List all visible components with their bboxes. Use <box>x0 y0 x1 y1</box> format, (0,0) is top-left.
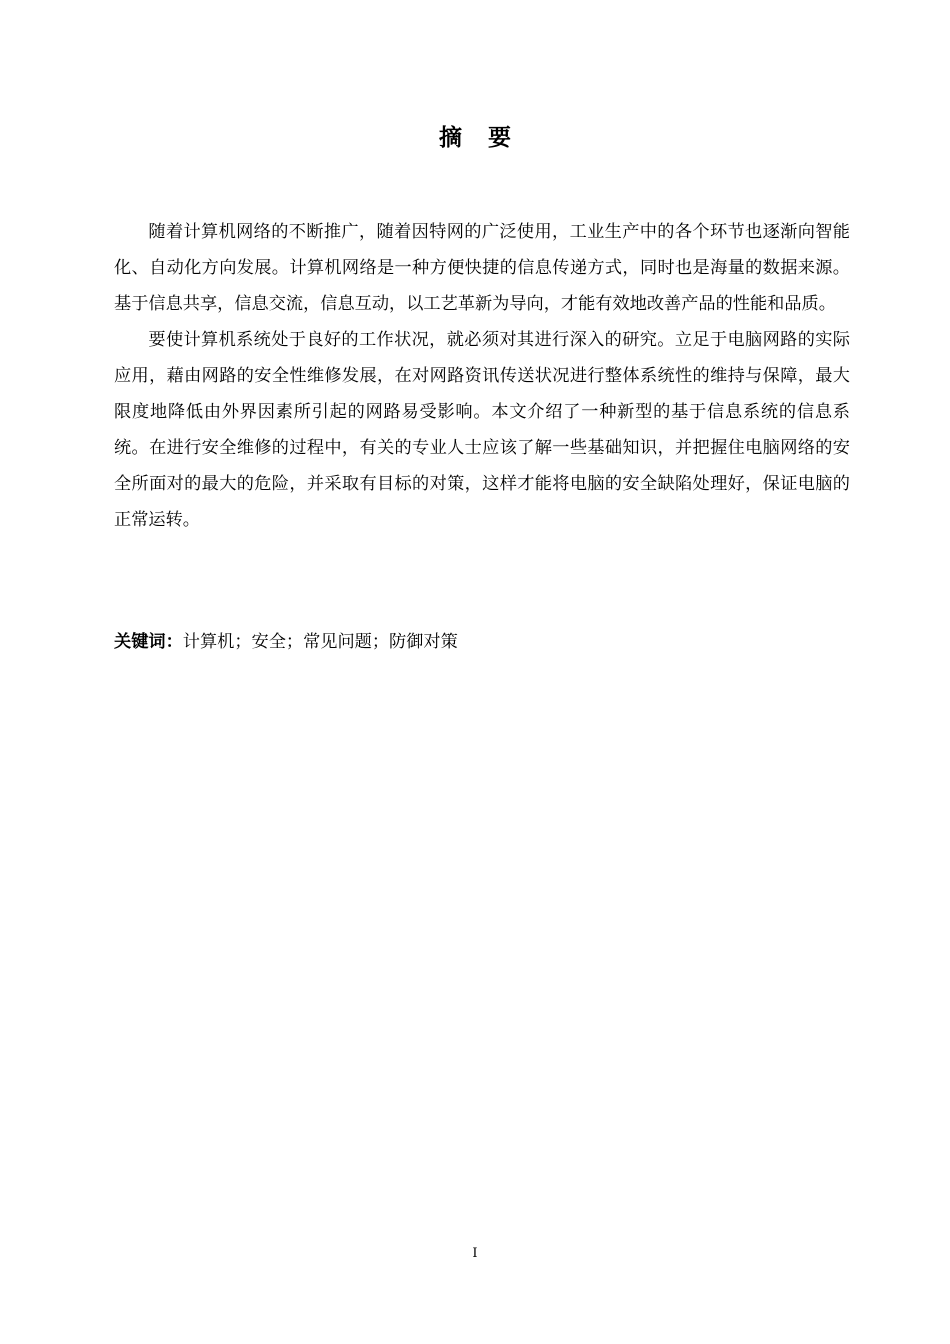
abstract-title-char-1: 摘 <box>439 124 462 151</box>
abstract-title-char-2: 要 <box>488 124 511 151</box>
abstract-paragraph-2: 要使计算机系统处于良好的工作状况，就必须对其进行深入的研究。立足于电脑网路的实际应用，藉由网路的安全性维修发展，在对网路资讯传送状况进行整体系统性的维持与保障，最大限度地降低由外界因素所引起的网路易受影响。本文介绍了一种新型的基于信息系统的信息系统。在进行安全维修的过程中，有关的专业人士应该了解一些基础知识，并把握住电脑网络的安全所面对的最大的危险，并采取有目标的对策，这样才能将电脑的安全缺陷处理好，保证电脑的正常运转。 <box>114 330 850 530</box>
abstract-title <box>0 120 950 156</box>
keywords-label: 关键词： <box>114 632 183 652</box>
keywords-text: 计算机；安全；常见问题；防御对策 <box>182 632 458 652</box>
abstract-body <box>114 214 850 538</box>
abstract-paragraph-1: 随着计算机网络的不断推广，随着因特网的广泛使用，工业生产中的各个环节也逐渐向智能化、自动化方向发展。计算机网络是一种方便快捷的信息传递方式，同时也是海量的数据来源。基于信息共享，信息交流，信息互动，以工艺革新为导向，才能有效地改善产品的性能和品质。 <box>114 222 850 314</box>
keywords-line <box>114 624 850 660</box>
page-number: I <box>472 1246 478 1261</box>
